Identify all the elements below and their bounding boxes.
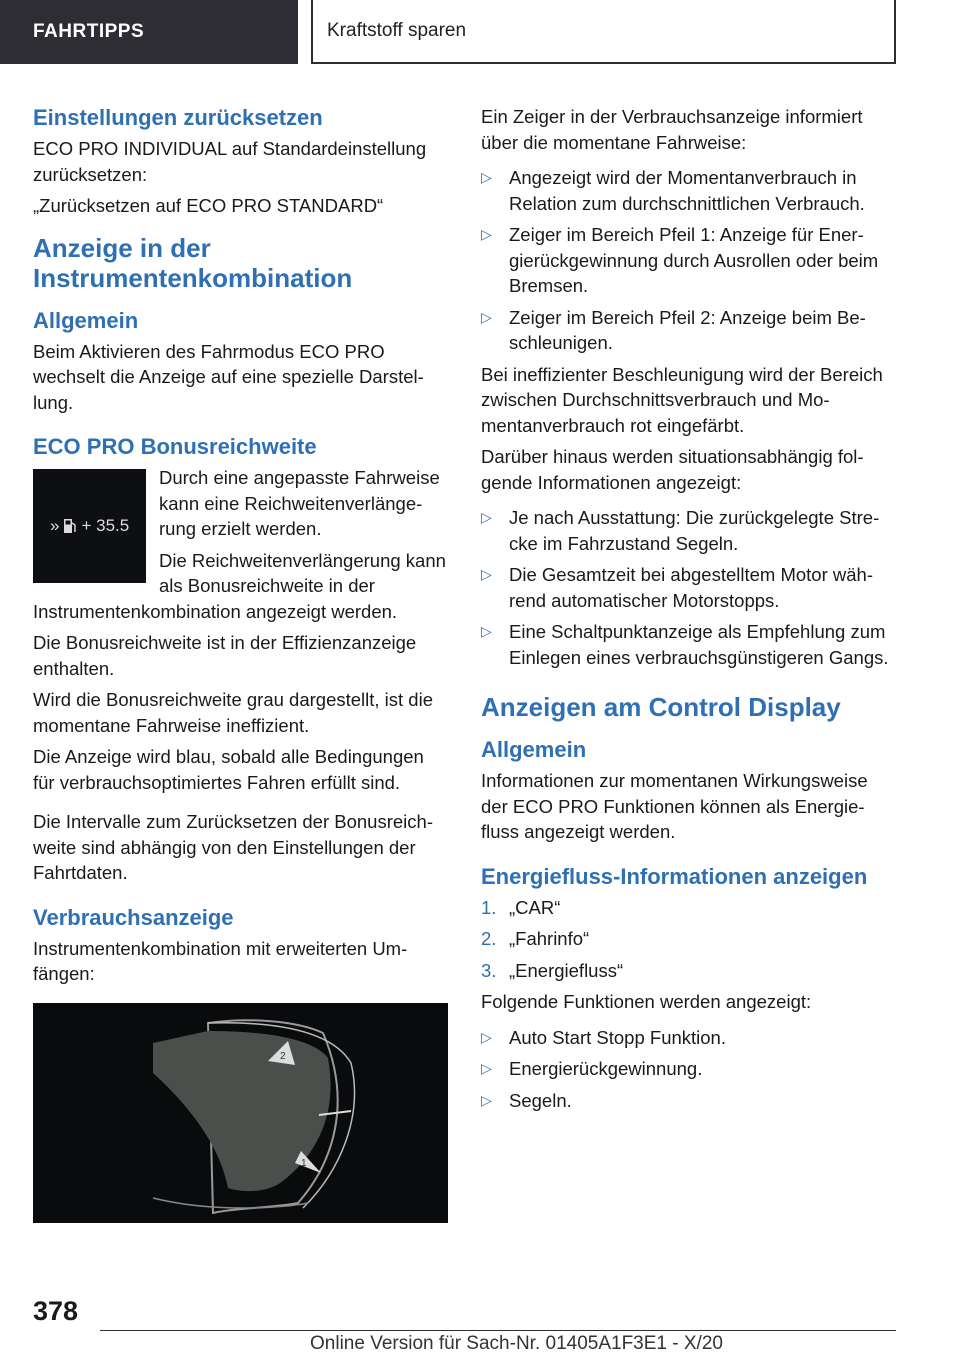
para-bonus-2: Die Reichweitenverlängerung kann als Bonusreichweite in der Instrumentenkombination angezeigt werden. [33,549,446,622]
para-reset-2: „Zurücksetzen auf ECO PRO STANDARD“ [33,195,384,216]
heading-bonus: ECO PRO Bonusreichweite [33,434,317,459]
triangle-right-icon: ▷ [481,1028,492,1045]
heading-reset: Einstellungen zurücksetzen [33,105,323,130]
para-darueber: Darüber hinaus werden situationsabhängig folgende Informationen angezeigt: [481,446,864,493]
left-column [33,100,448,1223]
list-item: ▷ Die Gesamtzeit bei abgestelltem Motor während automatischer Motorstopps. [481,564,873,611]
list-item: ▷ Zeiger im Bereich Pfeil 1: Anzeige für Energierückgewinnung durch Ausrollen oder beim Bremsen. [481,224,879,296]
list-item: 3. „Energiefluss“ [481,959,624,981]
para-ineff: Bei ineffizienter Beschleunigung wird der Bereich zwischen Durchschnittsverbrauch und Momentanverbrauch rot eingefärbt. [481,363,883,436]
para-folgende: Folgende Funktionen werden angezeigt: [481,991,812,1012]
step-list [481,895,896,984]
para-bonus-6: Die Intervalle zum Zurücksetzen der Bonusreichweite sind abhängig von den Einstellungen der Fahrtdaten. [33,811,433,883]
fuel-pump-icon [63,517,77,535]
list-item: ▷ Segeln. [481,1088,896,1114]
list-item: 2. „Fahrinfo“ [481,928,590,949]
para-bonus-4: Wird die Bonusreichweite grau dargestellt, ist die momentane Fahrweise ineffizient. [33,689,433,736]
para-info: Informationen zur momentanen Wirkungsweise der ECO PRO Funktionen können als Energiefluss angezeigt werden. [481,770,868,842]
list-item: ▷ Je nach Ausstattung: Die zurückgelegte Strecke im Fahrzustand Segeln. [481,507,880,554]
bonus-range-image [33,469,146,583]
page-number: 378 [33,1296,79,1326]
header-title: Kraftstoff sparen [311,0,896,64]
triangle-right-icon: ▷ [481,308,492,325]
list-item: ▷ Eine Schaltpunktanzeige als Empfehlung zum Einlegen eines verbrauchsgünstigeren Gangs. [481,621,889,668]
double-chevron-icon: » [50,516,60,535]
list-item: ▷ Auto Start Stopp Funktion. [481,1025,896,1051]
triangle-right-icon: ▷ [481,509,492,525]
header-section: FAHRTIPPS [0,0,298,64]
heading-verbrauch: Verbrauchsanzeige [33,904,234,930]
para-bonus-5: Die Anzeige wird blau, sobald alle Bedingungen für verbrauchsoptimiertes Fahren erfüllt sind. [33,746,424,793]
bonus-range-value: + 35.5 [81,516,130,535]
list-item: ▷ Angezeigt wird der Momentanverbrauch in Relation zum durchschnittlichen Verbrauch. [481,167,865,214]
para-verbrauch: Instrumentenkombination mit erweiterten Umfängen: [33,937,408,984]
consumption-gauge-image [33,1003,448,1223]
para-bonus-3: Die Bonusreichweite ist in der Effizienzanzeige enthalten. [33,632,417,679]
heading-anzeige: Anzeige in der Instrumentenkombination [33,232,353,293]
bullet-list-functions [481,1025,896,1114]
triangle-right-icon: ▷ [481,1060,492,1076]
triangle-right-icon: ▷ [481,169,492,185]
para-zeiger: Ein Zeiger in der Verbrauchsanzeige informiert über die momentane Fahrweise: [481,106,863,153]
list-item: ▷ Energierückgewinnung. [481,1056,896,1082]
triangle-right-icon: ▷ [481,566,492,582]
gauge-graphic [33,1003,448,1223]
heading-allgemein-2: Allgemein [481,737,587,762]
para-reset-1: ECO PRO INDIVIDUAL auf Standardeinstellung zurücksetzen: [33,138,427,185]
footer-text: Online Version für Sach-Nr. 01405A1F3E1 - X/20 [310,1333,723,1354]
list-item: ▷ Zeiger im Bereich Pfeil 2: Anzeige beim Beschleunigen. [481,306,866,353]
para-allgemein: Beim Aktivieren des Fahrmodus ECO PRO wechselt die Anzeige auf eine spezielle Darstellung. [33,340,424,413]
bullet-list-zeiger [481,165,896,356]
triangle-right-icon: ▷ [481,623,492,639]
svg-text:2: 2 [280,1050,286,1062]
para-bonus-1: Durch eine angepasste Fahrweise kann eine Reichweitenverlängerung erzielt werden. [159,467,440,539]
heading-allgemein: Allgemein [33,307,139,333]
heading-control-display: Anzeigen am Control Display [481,692,841,722]
list-item: 1. „CAR“ [481,896,561,918]
triangle-right-icon: ▷ [481,226,492,242]
triangle-right-icon: ▷ [481,1091,492,1108]
heading-energiefluss: Energiefluss-Informationen anzeigen [481,863,868,889]
svg-text:1: 1 [301,1157,307,1169]
right-column [481,104,896,1119]
bullet-list-info [481,505,896,670]
footer-divider [100,1330,896,1331]
